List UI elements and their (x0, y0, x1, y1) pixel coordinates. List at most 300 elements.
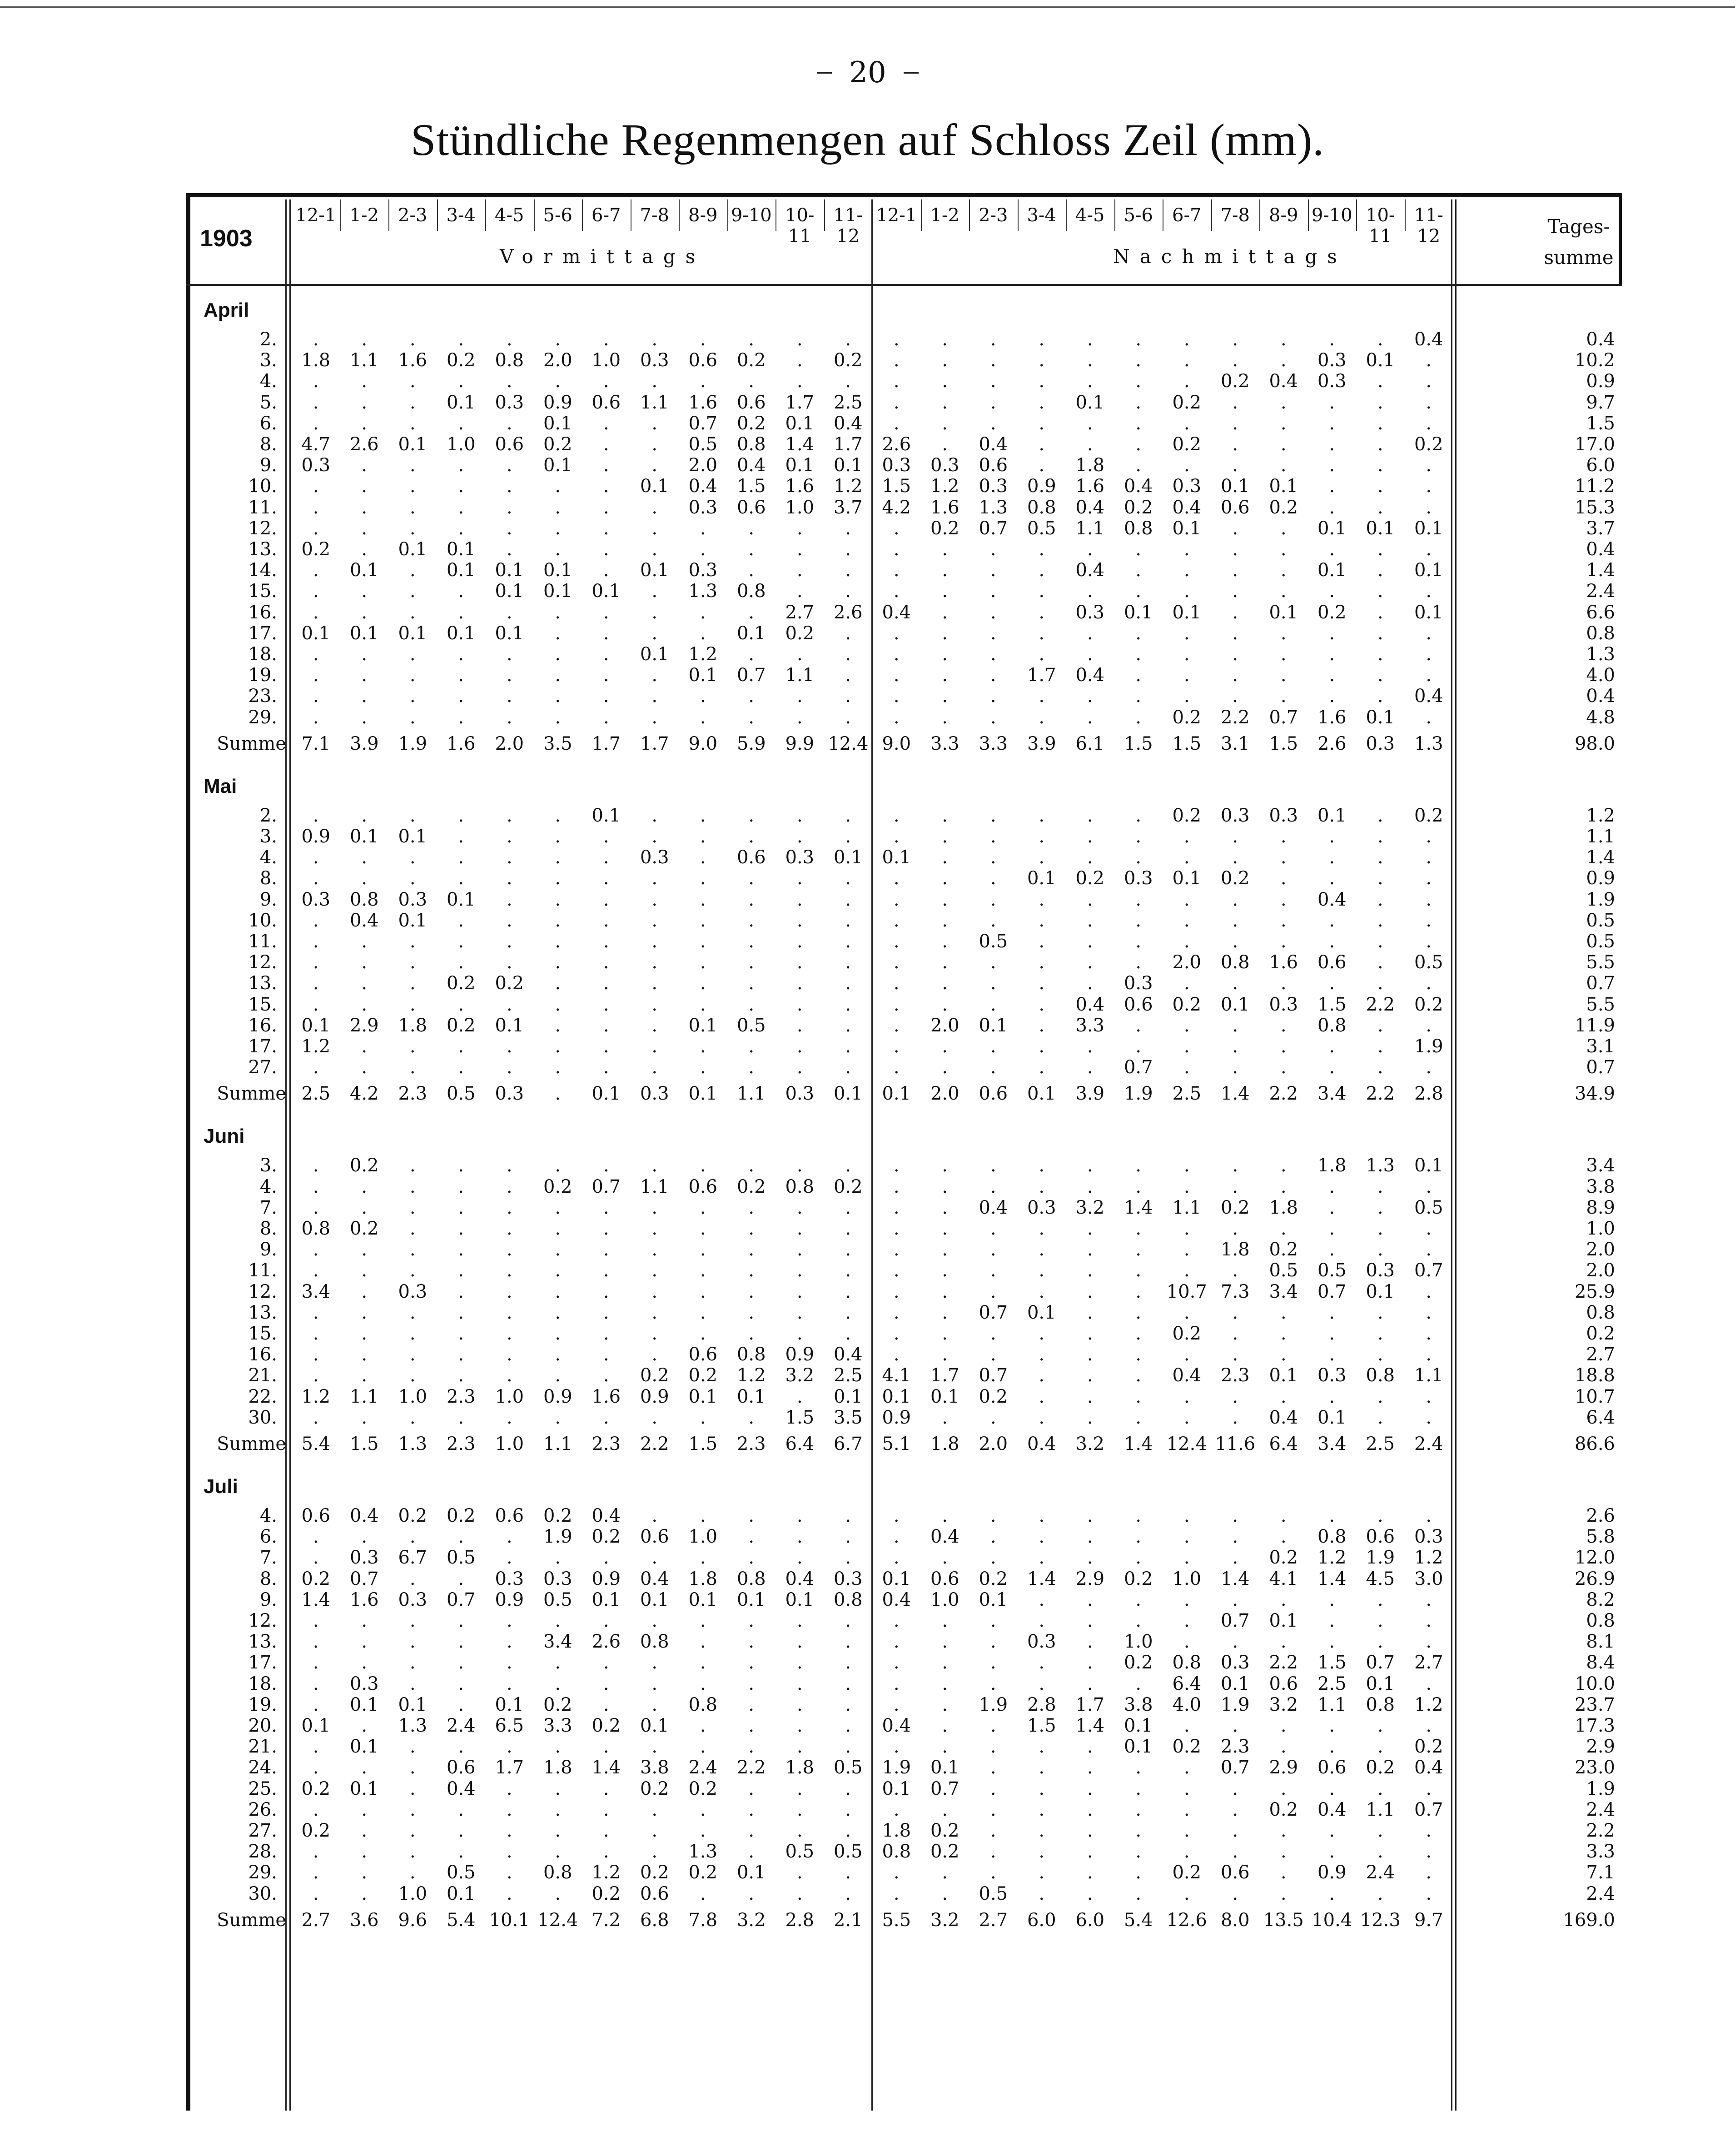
table-row (186, 622, 1622, 643)
value-cell: . (845, 1015, 851, 1036)
value-cell: 0.4 (833, 1344, 863, 1365)
value-cell: 2.2 (1220, 707, 1250, 728)
value-cell: . (651, 1036, 658, 1057)
day-label: 2. (259, 805, 277, 826)
value-cell: . (942, 1715, 948, 1736)
value-cell: 0.2 (833, 1176, 863, 1197)
value-cell: . (506, 371, 512, 392)
value-cell: . (361, 1862, 368, 1883)
day-label: 14. (248, 560, 277, 581)
value-cell: . (1135, 805, 1142, 826)
value-cell: . (555, 1799, 561, 1820)
value-cell: . (1280, 1218, 1287, 1239)
value-cell: . (409, 1631, 416, 1653)
value-cell: . (409, 805, 416, 826)
value-cell: . (796, 1715, 803, 1736)
value-cell: . (409, 392, 416, 413)
value-cell: . (409, 1568, 416, 1589)
value-cell: . (942, 1218, 948, 1239)
day-label: 16. (248, 602, 277, 623)
day-label: 6. (259, 1526, 277, 1548)
value-cell: . (845, 1218, 851, 1239)
hour-label: 1-2 (930, 205, 959, 226)
value-cell: . (313, 602, 319, 623)
value-cell: 0.3 (1220, 805, 1250, 826)
value-cell: . (893, 518, 900, 539)
value-cell: . (748, 805, 755, 826)
value-cell: 0.6 (301, 1505, 331, 1526)
value-cell: . (1183, 1302, 1190, 1323)
value-cell: 0.7 (930, 1778, 959, 1799)
value-cell: . (1135, 910, 1142, 931)
value-cell: 1.1 (543, 1434, 572, 1454)
value-cell: 4.5 (1366, 1568, 1395, 1589)
header-separator (186, 284, 1622, 286)
value-cell: . (796, 371, 803, 392)
value-cell: . (942, 1862, 948, 1883)
daily-total-cell: 3.3 (1586, 1841, 1615, 1862)
value-cell: 1.2 (301, 1036, 331, 1057)
value-cell: 6.0 (1027, 1909, 1056, 1931)
value-cell: . (458, 952, 464, 973)
value-cell: . (555, 686, 561, 707)
value-cell: 1.6 (930, 497, 959, 518)
value-cell: . (313, 644, 319, 665)
table-row (186, 846, 1622, 867)
value-cell: 0.7 (446, 1589, 476, 1610)
value-cell: 0.1 (882, 1386, 911, 1407)
value-cell: 1.3 (688, 581, 718, 602)
value-cell: . (603, 665, 609, 686)
value-cell: . (893, 1673, 900, 1694)
value-cell: 0.2 (301, 1568, 331, 1589)
value-cell: 0.1 (543, 581, 572, 602)
value-cell: . (796, 350, 803, 371)
value-cell: . (796, 1778, 803, 1799)
value-cell: . (893, 1036, 900, 1057)
value-cell: 0.6 (979, 455, 1008, 476)
value-cell: . (1183, 413, 1190, 434)
value-cell: 0.2 (495, 973, 524, 994)
value-cell: 1.9 (398, 733, 428, 754)
value-cell: . (845, 1323, 851, 1344)
table-row (186, 909, 1622, 930)
value-cell: . (1329, 1302, 1335, 1323)
value-cell: . (603, 1323, 609, 1344)
daily-total-cell: 1.1 (1586, 826, 1615, 847)
value-cell: . (990, 1841, 996, 1862)
value-cell: . (409, 1239, 416, 1260)
value-cell: . (458, 805, 464, 826)
value-cell: 1.2 (930, 476, 959, 497)
value-cell: . (1329, 931, 1335, 952)
value-cell: . (1183, 1386, 1190, 1407)
value-cell: . (603, 1218, 609, 1239)
value-cell: . (506, 476, 512, 497)
value-cell: . (651, 1694, 658, 1715)
value-cell: . (1039, 1057, 1045, 1078)
value-cell: 4.2 (349, 1083, 379, 1105)
value-cell: . (1426, 707, 1432, 728)
value-cell: . (700, 805, 706, 826)
value-cell: 3.6 (349, 1909, 379, 1931)
value-cell: . (796, 1736, 803, 1758)
value-cell: . (313, 1841, 319, 1862)
value-cell: . (796, 1260, 803, 1281)
value-cell: 0.6 (1220, 497, 1250, 518)
value-cell: . (1087, 539, 1093, 560)
value-cell: . (651, 329, 658, 350)
value-cell: . (942, 1281, 948, 1302)
value-cell: . (893, 1799, 900, 1820)
value-cell: 1.7 (785, 392, 815, 413)
value-cell: . (1087, 1260, 1093, 1281)
hour-divider (1066, 199, 1067, 231)
value-cell: . (1232, 622, 1238, 644)
value-cell: . (1039, 1820, 1045, 1841)
value-cell: . (361, 707, 368, 728)
value-cell: . (409, 707, 416, 728)
value-cell: 0.4 (1414, 686, 1443, 707)
value-cell: . (506, 1281, 512, 1302)
daily-total-cell: 8.2 (1586, 1589, 1615, 1610)
value-cell: 2.0 (688, 455, 718, 476)
value-cell: . (313, 665, 319, 686)
value-cell: . (506, 868, 512, 889)
value-cell: . (1087, 350, 1093, 371)
value-cell: . (990, 1036, 996, 1057)
value-cell: . (1135, 329, 1142, 350)
value-cell: . (845, 1197, 851, 1218)
value-cell: 0.2 (301, 1778, 331, 1799)
value-cell: . (603, 329, 609, 350)
value-cell: . (458, 518, 464, 539)
value-cell: 7.8 (688, 1909, 718, 1931)
value-cell: . (942, 686, 948, 707)
daily-total-cell: 25.9 (1574, 1281, 1615, 1302)
table-row (186, 1385, 1622, 1406)
value-cell: . (1087, 1505, 1093, 1526)
value-cell: . (651, 1323, 658, 1344)
value-cell: 0.7 (1414, 1799, 1443, 1820)
value-cell: 0.4 (1124, 476, 1153, 497)
value-cell: . (651, 518, 658, 539)
value-cell: . (893, 539, 900, 560)
value-cell: . (1426, 371, 1432, 392)
value-cell: . (942, 707, 948, 728)
value-cell: . (1280, 910, 1287, 931)
value-cell: 0.9 (543, 392, 572, 413)
value-cell: . (506, 455, 512, 476)
value-cell: 0.1 (446, 539, 476, 560)
value-cell: . (1232, 1799, 1238, 1820)
value-cell: . (1426, 826, 1432, 847)
value-cell: . (1377, 455, 1383, 476)
value-cell: . (1087, 1155, 1093, 1176)
value-cell: 0.2 (1269, 1547, 1298, 1568)
value-cell: . (990, 560, 996, 581)
value-cell: . (1232, 1407, 1238, 1428)
value-cell: . (1183, 1505, 1190, 1526)
value-cell: . (942, 805, 948, 826)
value-cell: 2.5 (301, 1083, 331, 1105)
value-cell: 0.1 (495, 622, 524, 644)
value-cell: 1.7 (833, 434, 863, 455)
value-cell: . (990, 1407, 996, 1428)
value-cell: 2.8 (1027, 1694, 1056, 1715)
value-cell: . (313, 1176, 319, 1197)
value-cell: . (458, 686, 464, 707)
value-cell: . (700, 931, 706, 952)
value-cell: . (990, 910, 996, 931)
daily-total-cell: 3.1 (1586, 1036, 1615, 1057)
value-cell: . (845, 1610, 851, 1631)
value-cell: . (1426, 1820, 1432, 1841)
value-cell: . (845, 622, 851, 644)
value-cell: 3.4 (543, 1631, 572, 1653)
value-cell: . (1426, 973, 1432, 994)
value-cell: 0.2 (1124, 1652, 1153, 1673)
value-cell: . (1183, 826, 1190, 847)
value-cell: 0.1 (1317, 1407, 1347, 1428)
table-row (186, 1798, 1622, 1819)
value-cell: 0.7 (1220, 1757, 1250, 1778)
value-cell: 0.1 (446, 1883, 476, 1904)
value-cell: . (1426, 910, 1432, 931)
value-cell: . (1087, 644, 1093, 665)
value-cell: 0.2 (833, 350, 863, 371)
day-label: 3. (259, 1155, 277, 1176)
value-cell: . (1377, 1036, 1383, 1057)
table-row (186, 685, 1622, 706)
day-label: 19. (248, 665, 277, 686)
value-cell: . (1232, 847, 1238, 868)
value-cell: . (1087, 1820, 1093, 1841)
day-label: 18. (248, 644, 277, 665)
value-cell: . (361, 1652, 368, 1673)
value-cell: . (1183, 1239, 1190, 1260)
value-cell: . (651, 994, 658, 1015)
value-cell: 0.1 (1366, 1673, 1395, 1694)
value-cell: . (313, 931, 319, 952)
value-cell: . (506, 1820, 512, 1841)
value-cell: 1.0 (446, 434, 476, 455)
value-cell: 0.1 (398, 434, 428, 455)
value-cell: 0.1 (349, 826, 379, 847)
value-cell: . (748, 1631, 755, 1653)
value-cell: . (1377, 931, 1383, 952)
daily-total-cell: 10.7 (1574, 1386, 1615, 1407)
value-cell: 1.4 (1075, 1715, 1105, 1736)
value-cell: 0.3 (785, 1083, 815, 1105)
value-cell: . (1232, 1015, 1238, 1036)
value-cell: 0.1 (1172, 518, 1202, 539)
value-cell: . (748, 707, 755, 728)
value-cell: . (409, 1260, 416, 1281)
value-cell: . (1329, 1197, 1335, 1218)
value-cell: . (845, 994, 851, 1015)
value-cell: . (845, 826, 851, 847)
value-cell: 0.3 (398, 1281, 428, 1302)
value-cell: . (603, 476, 609, 497)
hour-divider (679, 199, 680, 231)
value-cell: . (990, 847, 996, 868)
daily-total-cell: 1.0 (1586, 1218, 1615, 1239)
value-cell: . (1329, 1610, 1335, 1631)
value-cell: 0.1 (1220, 994, 1250, 1015)
value-cell: . (1135, 847, 1142, 868)
table-row (186, 580, 1622, 601)
value-cell: . (1232, 539, 1238, 560)
value-cell: . (1183, 1407, 1190, 1428)
value-cell: 0.2 (543, 1176, 572, 1197)
value-cell: 0.1 (1124, 1736, 1153, 1758)
value-cell: . (506, 1673, 512, 1694)
value-cell: 0.4 (1317, 889, 1347, 910)
value-cell: . (458, 1799, 464, 1820)
value-cell: . (458, 644, 464, 665)
value-cell: . (893, 413, 900, 434)
value-cell: . (313, 1610, 319, 1631)
value-cell: 0.2 (349, 1155, 379, 1176)
value-cell: . (313, 1862, 319, 1883)
value-cell: . (845, 1736, 851, 1758)
value-cell: . (1329, 1386, 1335, 1407)
value-cell: . (409, 581, 416, 602)
value-cell: . (409, 455, 416, 476)
value-cell: 2.3 (1220, 1736, 1250, 1758)
value-cell: . (361, 1841, 368, 1862)
daily-total-cell: 2.2 (1586, 1820, 1615, 1841)
value-cell: . (796, 329, 803, 350)
hour-divider (969, 199, 970, 231)
value-cell: . (313, 910, 319, 931)
value-cell: . (1426, 622, 1432, 644)
day-label: 20. (248, 1715, 277, 1736)
value-cell: . (1135, 1155, 1142, 1176)
value-cell: . (1087, 434, 1093, 455)
value-cell: . (1426, 1239, 1432, 1260)
value-cell: . (651, 539, 658, 560)
value-cell: . (893, 371, 900, 392)
daily-total-cell: 17.0 (1574, 434, 1615, 455)
value-cell: . (313, 994, 319, 1015)
page-number-text: 20 (849, 56, 886, 90)
daily-total-cell: 11.2 (1574, 476, 1615, 497)
value-cell: 1.0 (495, 1434, 524, 1454)
value-cell: 0.2 (1172, 805, 1202, 826)
value-cell: . (1135, 1589, 1142, 1610)
value-cell: 0.5 (1317, 1260, 1347, 1281)
value-cell: . (409, 1323, 416, 1344)
value-cell: 0.8 (1317, 1015, 1347, 1036)
page-title: Stündliche Regenmengen auf Schloss Zeil (mm). (410, 115, 1325, 165)
value-cell: 0.4 (1075, 497, 1105, 518)
value-cell: 0.1 (930, 1386, 959, 1407)
value-cell: . (700, 826, 706, 847)
hour-divider (340, 199, 341, 231)
daily-total-cell: 8.1 (1586, 1631, 1615, 1653)
value-cell: 0.1 (736, 1589, 766, 1610)
value-cell: 0.1 (543, 413, 572, 434)
day-label: 8. (259, 1568, 277, 1589)
value-cell: . (361, 371, 368, 392)
value-cell: 0.6 (1124, 994, 1153, 1015)
value-cell: 4.1 (1269, 1568, 1298, 1589)
value-cell: . (361, 1057, 368, 1078)
value-cell: . (1135, 622, 1142, 644)
value-cell: . (458, 847, 464, 868)
day-label: 9. (259, 1239, 277, 1260)
daily-total-cell: 5.8 (1586, 1526, 1615, 1548)
value-cell: . (651, 1344, 658, 1365)
value-cell: 0.2 (930, 518, 959, 539)
value-cell: . (1087, 1407, 1093, 1428)
value-cell: . (1135, 434, 1142, 455)
value-cell: . (1039, 931, 1045, 952)
value-cell: . (845, 1862, 851, 1883)
value-cell: . (409, 952, 416, 973)
value-cell: 0.1 (979, 1015, 1008, 1036)
value-cell: . (942, 1631, 948, 1653)
value-cell: . (1135, 1883, 1142, 1904)
summe-row (186, 1909, 1622, 1933)
value-cell: . (1039, 1589, 1045, 1610)
tagessumme-line2: summe (1544, 246, 1614, 269)
value-cell: 0.7 (1366, 1652, 1395, 1673)
value-cell: . (1039, 1841, 1045, 1862)
day-label: 24. (248, 1757, 277, 1778)
hour-label: 2-3 (979, 205, 1008, 226)
value-cell: . (603, 1197, 609, 1218)
value-cell: 2.8 (1414, 1083, 1443, 1105)
value-cell: 0.1 (446, 889, 476, 910)
value-cell: . (942, 868, 948, 889)
value-cell: 0.1 (446, 392, 476, 413)
value-cell: 1.4 (1317, 1568, 1347, 1589)
value-cell: . (1377, 1197, 1383, 1218)
value-cell: . (555, 826, 561, 847)
value-cell: . (555, 1218, 561, 1239)
value-cell: . (458, 1323, 464, 1344)
value-cell: 1.6 (398, 350, 428, 371)
value-cell: . (1232, 665, 1238, 686)
hour-divider (1114, 199, 1115, 231)
value-cell: 1.6 (1317, 707, 1347, 728)
daily-total-cell: 0.7 (1586, 1057, 1615, 1078)
value-cell: . (1329, 1841, 1335, 1862)
table-row (186, 1546, 1622, 1567)
value-cell: . (313, 413, 319, 434)
day-label: 30. (248, 1883, 277, 1904)
daily-total-cell: 10.0 (1574, 1673, 1615, 1694)
value-cell: 0.1 (592, 581, 621, 602)
value-cell: . (1280, 889, 1287, 910)
value-cell: . (409, 1057, 416, 1078)
value-cell: 0.1 (1124, 1715, 1153, 1736)
value-cell: 0.2 (543, 1694, 572, 1715)
value-cell: . (603, 1260, 609, 1281)
value-cell: . (313, 1365, 319, 1386)
value-cell: 0.6 (688, 350, 718, 371)
value-cell: . (603, 560, 609, 581)
value-cell: . (313, 1057, 319, 1078)
value-cell: 0.2 (785, 622, 815, 644)
value-cell: . (1135, 581, 1142, 602)
value-cell: . (1426, 931, 1432, 952)
value-cell: . (942, 329, 948, 350)
value-cell: . (1377, 581, 1383, 602)
